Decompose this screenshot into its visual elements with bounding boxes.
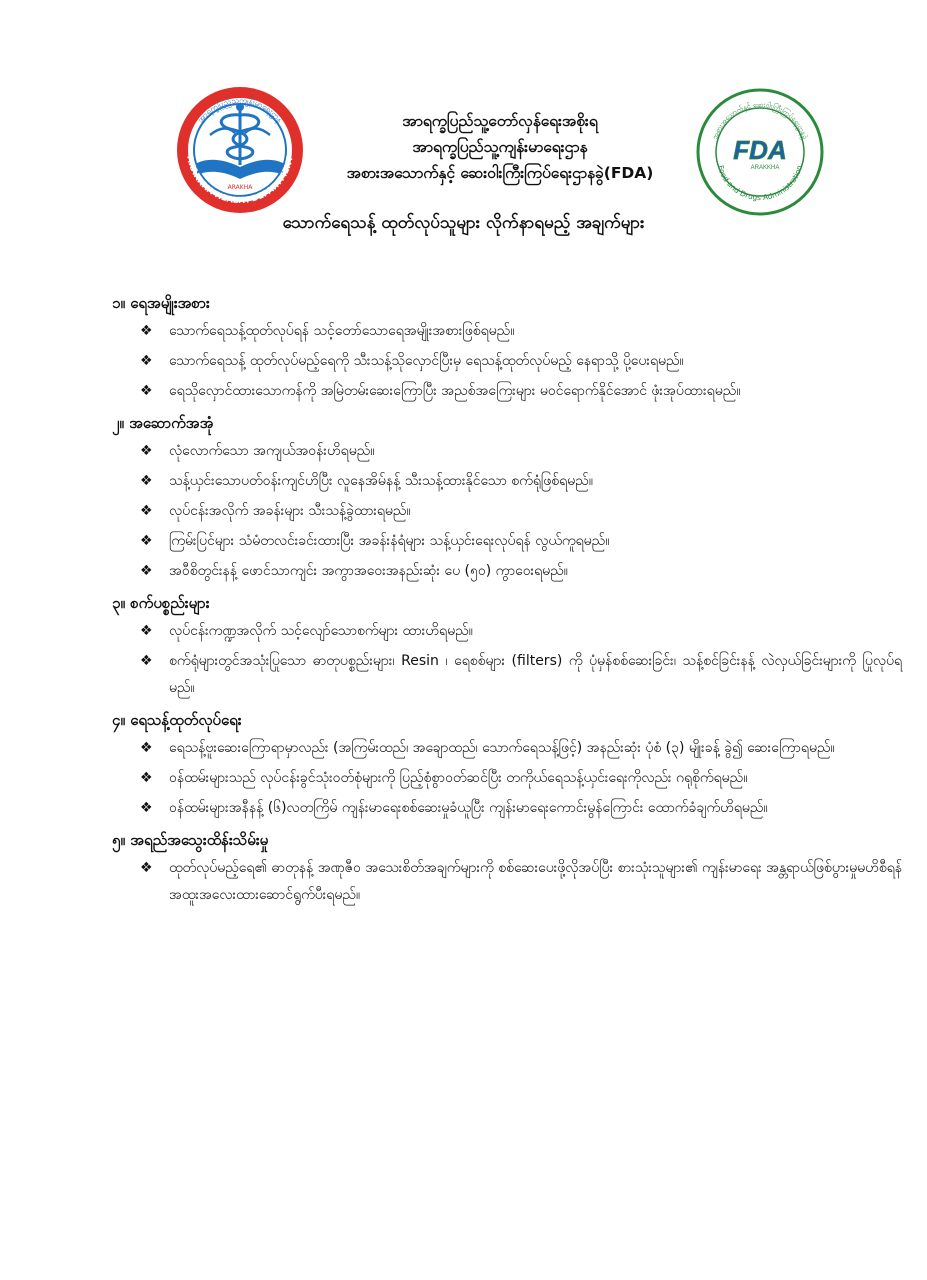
list-item <box>112 378 902 405</box>
document-title: သောက်ရေသန့် ထုတ်လုပ်သူများ လိုက်နာရမည့် အချက်များ <box>282 213 645 233</box>
section-building <box>112 408 902 585</box>
bullet-text: လုပ်ငန်းကဏ္ဍအလိုက် သင့်လျော်သောစက်များ ထားဟိရမည်။ <box>169 623 473 639</box>
diamond-bullet-icon: ❖ <box>140 563 153 579</box>
header-line-2: အာရက္ခပြည်သူ့ကျန်းမာရေးဌာန <box>412 138 588 156</box>
section-heading: ၂။ အဆောက်အအုံ <box>112 414 214 432</box>
bullet-text: သောက်ရေသန့် ထုတ်လုပ်မည့်ရေကို သီးသန့်သိုလှောင်ပြီးမှ ရေသန့်ထုတ်လုပ်မည့် နေရာသို့ ပို့ပေးရမည်။ <box>169 353 684 369</box>
bullet-list <box>112 318 902 405</box>
header-line-3: အစားအသောက်နှင့် ဆေးဝါးကြီးကြပ်ရေးဌာနခွဲ(FDA) <box>346 164 654 182</box>
left-logo-top-text: အာရက္ခပြည်သူ့ကျန်းမာရေးဌာန <box>195 95 285 125</box>
fda-logo <box>693 85 828 220</box>
bullet-text: ဝန်ထမ်းများအနီနန့် (၆)လတကြိမ် ကျန်းမာရေးစစ်ဆေးမှုခံယူပြီး ကျန်းမာရေးကောင်းမွန်ကြောင်း ထောက်ခံချက်ဟိရမည်။ <box>169 800 768 816</box>
list-item <box>112 618 902 645</box>
list-item <box>112 735 902 762</box>
section-quality-control <box>112 825 902 909</box>
section-equipment <box>112 588 902 702</box>
diamond-bullet-icon: ❖ <box>140 323 153 339</box>
bullet-text: သန့်ယှင်းသောပတ်ဝန်းကျင်ဟိပြီး လူနေအိမ်နန့် သီးသန့်ထားနိုင်သော စက်ရုံဖြစ်ရမည်။ <box>169 473 593 489</box>
section-heading: ၃။ စက်ပစ္စည်းများ <box>112 594 210 612</box>
diamond-bullet-icon: ❖ <box>140 653 153 669</box>
header-text-block <box>310 108 690 186</box>
list-item <box>112 318 902 345</box>
diamond-bullet-icon: ❖ <box>140 740 153 756</box>
section-heading: ၁။ ရေအမျိုးအစား <box>112 294 210 312</box>
bullet-text: ဝန်ထမ်းများသည် လုပ်ငန်းခွင်သုံးဝတ်စုံများကို ပြည့်စုံစွာဝတ်ဆင်ပြီး တကိုယ်ရေသန့်ယှင်းရေးကိုလည်း ဂရုစိုက်ရမည်။ <box>169 770 748 786</box>
document-body <box>112 288 902 912</box>
diamond-bullet-icon: ❖ <box>140 443 153 459</box>
list-item <box>112 648 902 702</box>
list-item <box>112 528 902 555</box>
header-line-1: အာရက္ခပြည်သူ့တော်လှန်ရေးအစိုးရ <box>402 112 598 130</box>
bullet-list <box>112 618 902 702</box>
diamond-bullet-icon: ❖ <box>140 353 153 369</box>
list-item <box>112 468 902 495</box>
list-item <box>112 765 902 792</box>
list-item <box>112 795 902 822</box>
diamond-bullet-icon: ❖ <box>140 770 153 786</box>
diamond-bullet-icon: ❖ <box>140 383 153 399</box>
diamond-bullet-icon: ❖ <box>140 623 153 639</box>
section-water-type <box>112 288 902 405</box>
bullet-text: စက်ရုံများတွင်အသုံးပြုသော ဓာတုပစ္စည်းများ၊ Resin ၊ ရေစစ်များ (filters) ကို ပုံမှန်စစ်ဆေးခြင်း၊ သန့်စင်ခြင်းနန့် လဲလှယ်ခြင်းများကို ပြုလုပ်ရမည်။ <box>169 653 902 696</box>
fda-sub: ARAKKHA <box>750 165 780 171</box>
bullet-text: ရေသန့်ဗူးဆေးကြောရာမှာလည်း (အကြမ်းထည်၊ အချောထည်၊ သောက်ရေသန့်ဖြင့်) အနည်းဆုံး ပုံစံ (၃) မျိုးခန့် ခွဲ၍ ဆေးကြောရမည်။ <box>169 740 835 756</box>
bullet-text: သောက်ရေသန့်ထုတ်လုပ်ရန် သင့်တော်သောရေအမျိုးအစားဖြစ်ရမည်။ <box>169 323 515 339</box>
header <box>0 80 927 210</box>
bullet-text: ကြမ်းပြင်များ သံမံတလင်းခင်းထားပြီး အခန်းနံရံများ သန့်ယှင်းရေးလုပ်ရန် လွယ်ကူရမည်။ <box>169 533 610 549</box>
bullet-text: အဝီစိတွင်းနန့် ဖောင်သာကျင်း အကွာအဝေးအနည်းဆုံး ပေ (၅၀) ကွာဝေးရမည်။ <box>169 563 568 579</box>
diamond-bullet-icon: ❖ <box>140 800 153 816</box>
diamond-bullet-icon: ❖ <box>140 860 153 876</box>
bullet-text: လုံလောက်သော အကျယ်အဝန်းဟိရမည်။ <box>169 443 375 459</box>
list-item <box>112 498 902 525</box>
section-heading: ၄။ ရေသန့်ထုတ်လုပ်ရေး <box>112 711 242 729</box>
list-item <box>112 855 902 909</box>
bullet-list <box>112 438 902 585</box>
diamond-bullet-icon: ❖ <box>140 533 153 549</box>
list-item <box>112 558 902 585</box>
right-logo-bottom-text: Food and Drugs Administration <box>715 164 805 203</box>
list-item <box>112 348 902 375</box>
bullet-text: ထုတ်လုပ်မည့်ရေ၏ ဓာတုနန့် အဏုဇီဝ အသေးစိတ်အချက်များကို စစ်ဆေးပေးဖို့လိုအပ်ပြီး စားသုံးသူများ၏ ကျန်းမာရေး အန္တရာယ်ဖြစ်ပွားမှုမဟိစီရန် အထူးအလေးထားဆောင်ရွက်ပီးရမည်။ <box>169 860 902 903</box>
right-logo-top-text: အစားအသောက်နှင့် ဆေးဝါးကြီးကြပ်ရေးဌာနခွဲ <box>710 100 810 141</box>
bullet-list <box>112 855 902 909</box>
arakkha-health-logo <box>175 85 305 215</box>
left-logo-bottom-text: ARAKKHA HEALTH DEPARTMENT <box>184 155 296 207</box>
bullet-text: လုပ်ငန်းအလိုက် အခန်းများ သီးသန့်ခွဲထားရမည်။ <box>169 503 411 519</box>
section-heading: ၅။ အရည်အသွေးထိန်းသိမ်းမှု <box>112 831 269 849</box>
list-item <box>112 438 902 465</box>
diamond-bullet-icon: ❖ <box>140 503 153 519</box>
fda-mark: FDA <box>733 135 787 165</box>
section-production <box>112 705 902 822</box>
left-logo-mid-text: ARAKHA <box>227 184 253 191</box>
bullet-text: ရေသိုလှောင်ထားသောကန်ကို အမြဲတမ်းဆေးကြောပြီး အညစ်အကြေးများ မဝင်ရောက်နိုင်အောင် ဖုံးအုပ်ထားရမည်။ <box>169 383 741 399</box>
diamond-bullet-icon: ❖ <box>140 473 153 489</box>
bullet-list <box>112 735 902 822</box>
